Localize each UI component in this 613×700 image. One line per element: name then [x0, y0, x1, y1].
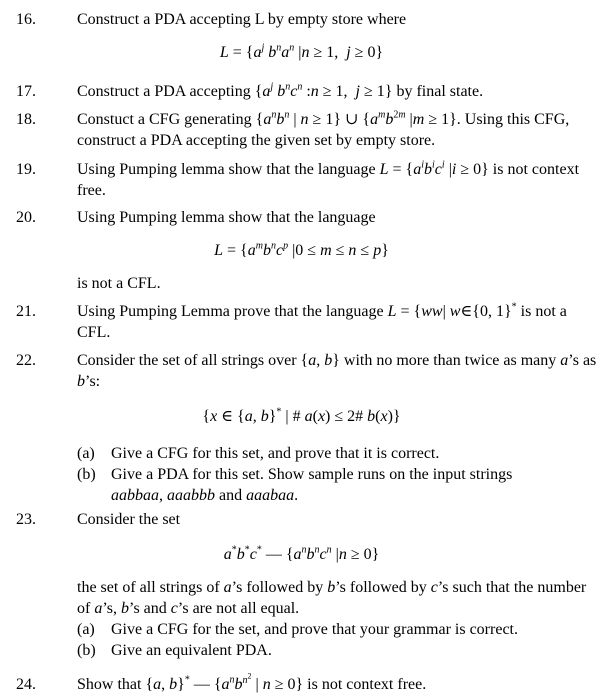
question-21: [0, 301, 603, 343]
question-19: [0, 159, 603, 201]
question-text: Using Pumping lemma show that the language $L = \{a^ib^ic^i$ |i ≥ 0} is not context free.: [77, 159, 580, 199]
question-18: [0, 109, 603, 151]
question-text: Construct a PDA accepting {$a^j$ $b^nc^n$ :n ≥ 1, j ≥ 1} by final state.: [77, 81, 484, 100]
subpart-text: Give a CFG for the set, and prove that your grammar is correct.: [111, 621, 518, 638]
subparts: [77, 619, 603, 661]
subpart-label: (b): [77, 642, 96, 659]
formula-16: $L = \{a^j$ $b^na^n$ |n ≥ 1, j ≥ 0}: [219, 42, 384, 61]
question-number: 23.: [16, 511, 36, 528]
subpart-a: [77, 619, 603, 640]
question-22: [0, 350, 603, 506]
question-24: [0, 671, 603, 695]
subpart-b: [77, 640, 603, 661]
question-text: Consider the set: [77, 511, 181, 528]
question-20-text: Using Pumping lemma show that the language: [77, 209, 376, 226]
question-text: Consider the set of all strings over {a, b} with no more than twice as many a’s as b’s:: [77, 352, 597, 390]
subpart-b: [77, 464, 603, 506]
question-number: 17.: [16, 83, 36, 100]
subpart-text: Give a PDA for this set. Show sample runs on the input strings: [111, 466, 513, 483]
question-23-after: the set of all strings of a’s followed by b’s followed by c’s such that the number of a’s, b’s and c’s are not all equal.: [77, 579, 587, 617]
question-23: [0, 509, 603, 661]
question-number: 21.: [16, 303, 36, 320]
subpart-a: [77, 443, 603, 464]
formula-20: $L = \{a^mb^nc^p$ |0 ≤ m ≤ n ≤ p}: [214, 240, 389, 259]
formula-22: {x ∈ {a, b}* | # a(x) ≤ 2# b(x)}: [202, 406, 401, 425]
question-number: 24.: [16, 676, 36, 693]
question-text: Construct a PDA accepting L by empty store where: [77, 11, 407, 28]
subpart-label: (b): [77, 466, 96, 483]
subpart-continuation: aabbaa, aaabbb and aaabaa.: [111, 487, 299, 504]
question-16: [0, 9, 603, 73]
question-text: Using Pumping Lemma prove that the language L = {ww| w∈{0, 1}* is not a CFL.: [77, 301, 567, 341]
question-number: 18.: [16, 111, 36, 128]
subpart-label: (a): [77, 621, 95, 638]
subpart-text: Give an equivalent PDA.: [111, 642, 272, 659]
subpart-label: (a): [77, 445, 95, 462]
question-17: [0, 81, 603, 102]
question-20: [0, 207, 603, 294]
subpart-text: Give a CFG for this set, and prove that it is correct.: [111, 445, 440, 462]
question-number: 16.: [16, 11, 36, 28]
formula-23: a*b*c* — {$a^nb^nc^n$ |n ≥ 0}: [223, 544, 380, 563]
subparts: [77, 443, 603, 506]
question-20-after: is not a CFL.: [77, 275, 161, 292]
question-text: [77, 207, 603, 228]
question-text: Show that {a, b}* — {$a^nb^{n^2}$ | n ≥ 0} is not context free.: [77, 671, 427, 693]
question-number: 19.: [16, 161, 36, 178]
question-number: 22.: [16, 352, 36, 369]
question-text: Constuct a CFG generating {$a^nb^n$ | n ≥ 1} ∪ {$a^mb^{2m}$ |m ≥ 1}. Using this CFG, construct a PDA accepting the given set by empty store.: [77, 109, 570, 149]
question-number: 20.: [16, 209, 36, 226]
